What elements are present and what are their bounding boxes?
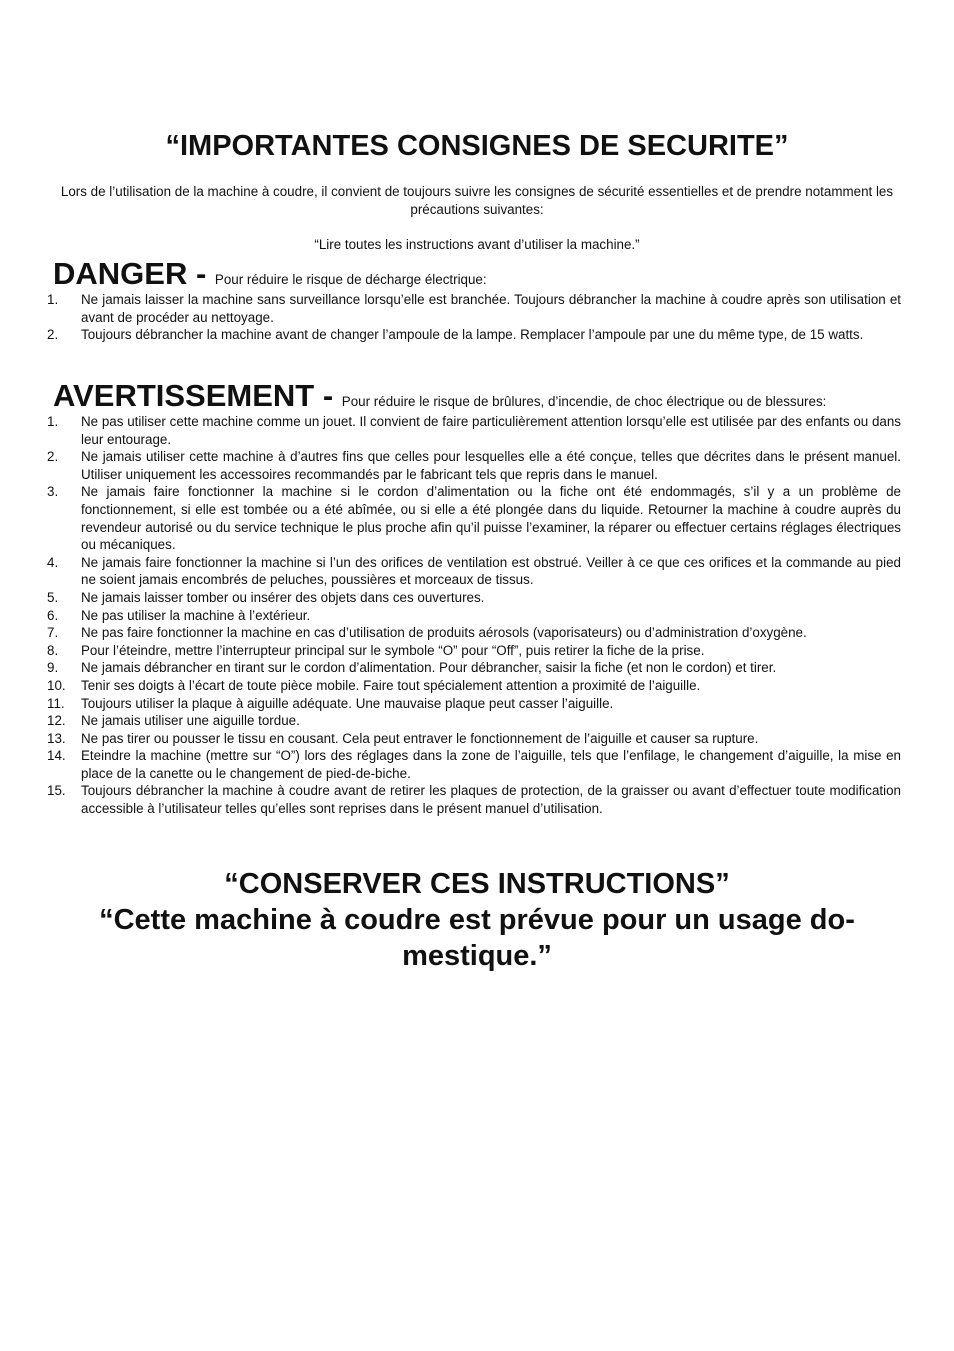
danger-list: [47, 291, 901, 344]
danger-section: [47, 256, 901, 344]
list-item: [47, 730, 901, 748]
closing-line-2: “Cette machine à coudre est prévue pour un usage do-: [99, 904, 855, 936]
item-text: Eteindre la machine (mettre sur “O”) lors des réglages dans la zone de l’aiguille, tels que l’enfilage, le changement d’aiguille, la mise en place de la canette ou le changement de pied-de-biche.: [81, 748, 901, 781]
list-item: [47, 642, 901, 660]
item-number: 15.: [47, 783, 66, 799]
list-item: [47, 607, 901, 625]
list-item: [47, 659, 901, 677]
closing-line-3: mestique.”: [402, 940, 552, 972]
item-text: Ne pas tirer ou pousser le tissu en cousant. Cela peut entraver le fonctionnement de l’aiguille et causer sa rupture.: [81, 730, 759, 746]
closing-line-1: “CONSERVER CES INSTRUCTIONS”: [224, 868, 730, 900]
danger-heading: [53, 256, 901, 291]
warning-heading: [53, 378, 901, 413]
list-item: [47, 413, 901, 448]
item-number: 14.: [47, 748, 66, 764]
item-number: 8.: [47, 642, 59, 658]
list-item: [47, 483, 901, 553]
list-item: [47, 712, 901, 730]
item-text: Ne jamais faire fonctionner la machine si l’un des orifices de ventilation est obstrué. Veiller à ce que ces orifices et la commande au pied ne soient jamais encombrés de peluches, poussières et morceaux de tissus.: [81, 554, 901, 588]
item-text: Ne jamais laisser tomber ou insérer des objets dans ces ouvertures.: [81, 589, 485, 605]
item-text: Toujours débrancher la machine à coudre avant de retirer les plaques de protection, de la graisser ou avant d’effectuer toute modification accessible à l’utilisateur telles qu’elles sont reprises dans le présent manuel d’utilisation.: [81, 783, 901, 817]
danger-heading-word: DANGER: [53, 256, 188, 291]
item-number: 10.: [47, 677, 66, 693]
item-number: 11.: [47, 695, 65, 711]
item-number: 3.: [47, 484, 59, 500]
warning-heading-word: AVERTISSEMENT: [53, 378, 315, 413]
item-number: 2.: [47, 449, 59, 465]
item-number: 7.: [47, 625, 59, 641]
item-text: Toujours utiliser la plaque à aiguille adéquate. Une mauvaise plaque peut casser l’aiguille.: [81, 695, 614, 711]
warning-heading-dash: -: [314, 378, 342, 413]
item-text: Ne jamais laisser la machine sans surveillance lorsqu’elle est branchée. Toujours débrancher la machine à coudre après son utilisation et avant de procéder au nettoyage.: [81, 292, 901, 325]
item-text: Tenir ses doigts à l’écart de toute pièce mobile. Faire tout spécialement attention a proximité de l’aiguille.: [81, 677, 701, 693]
list-item: [47, 624, 901, 642]
list-item: [47, 677, 901, 695]
read-instructions-quote: “Lire toutes les instructions avant d’utiliser la machine.”: [314, 237, 640, 252]
item-number: 13.: [47, 730, 66, 746]
item-text: Ne pas utiliser cette machine comme un jouet. Il convient de faire particulièrement attention lorsqu’elle est utilisée par des enfants ou dans leur entourage.: [81, 414, 901, 447]
item-number: 6.: [47, 607, 59, 623]
list-item: [47, 782, 901, 817]
intro-paragraph: Lors de l’utilisation de la machine à coudre, il convient de toujours suivre les consignes de sécurité essentielles et de prendre notamment les précautions suivantes:: [60, 184, 894, 217]
list-item: [47, 448, 901, 483]
item-text: Ne jamais utiliser cette machine à d’autres fins que celles pour lesquelles elle a été conçue, telles que décrites dans le présent manuel. Utiliser uniquement les accessoires recommandés par le fabricant tels que repris dans le manuel.: [81, 449, 901, 482]
item-text: Ne pas faire fonctionner la machine en cas d’utilisation de produits aérosols (vaporisateurs) ou d’administration d’oxygène.: [81, 625, 807, 641]
item-text: Toujours débrancher la machine avant de changer l’ampoule de la lampe. Remplacer l’ampoule par une du même type, de 15 watts.: [81, 327, 864, 343]
list-item: [47, 554, 901, 589]
danger-heading-dash: -: [187, 256, 215, 291]
danger-subheading: Pour réduire le risque de décharge électrique:: [214, 272, 487, 287]
warning-list: [47, 413, 901, 818]
item-number: 1.: [47, 292, 59, 307]
item-text: Ne jamais utiliser une aiguille tordue.: [81, 713, 300, 729]
item-number: 5.: [47, 589, 59, 605]
item-number: 1.: [47, 414, 59, 429]
item-text: Pour l’éteindre, mettre l’interrupteur principal sur le symbole “O” pour “Off”, puis retirer la fiche de la prise.: [81, 642, 705, 658]
warning-subheading: Pour réduire le risque de brûlures, d’incendie, de choc électrique ou de blessures:: [341, 394, 827, 409]
item-number: 2.: [47, 327, 59, 343]
page-title: “IMPORTANTES CONSIGNES DE SECURITE”: [165, 130, 789, 162]
list-item: [47, 695, 901, 713]
item-number: 4.: [47, 554, 59, 570]
list-item: [47, 326, 901, 344]
item-text: Ne pas utiliser la machine à l’extérieur.: [81, 607, 311, 623]
warning-section: [47, 378, 901, 818]
list-item: [47, 291, 901, 326]
item-number: 9.: [47, 660, 59, 676]
item-text: Ne jamais débrancher en tirant sur le cordon d’alimentation. Pour débrancher, saisir la fiche (et non le cordon) et tirer.: [81, 660, 777, 676]
item-text: Ne jamais faire fonctionner la machine si le cordon d’alimentation ou la fiche ont été endommagés, s’il y a un problème de fonctionnement, si elle est tombée ou a été abîmée, ou si elle a été plongée dans du liquide. Retourner la machine à coudre auprès du revendeur autorisé ou du service technique le plus proche afin qu’il puisse l’examiner, la réparer ou effectuer certains réglages électriques ou mécaniques.: [81, 484, 901, 553]
list-item: [47, 747, 901, 782]
item-number: 12.: [47, 713, 66, 729]
closing-statement: [40, 866, 914, 974]
list-item: [47, 589, 901, 607]
